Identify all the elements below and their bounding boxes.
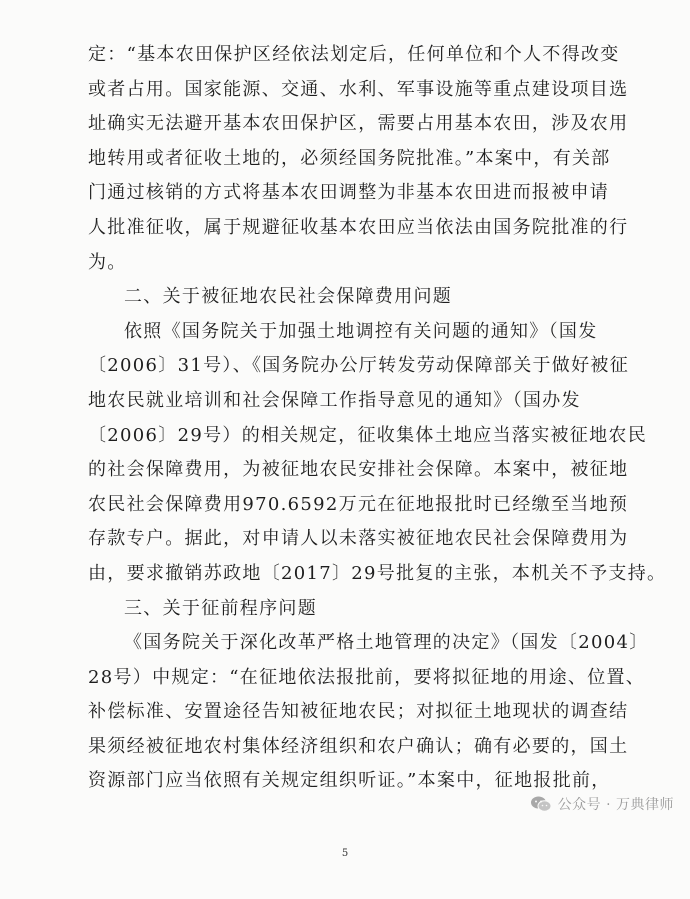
text-line: 果须经被征地农村集体经济组织和农户确认；确有必要的，国土 — [88, 735, 629, 757]
section-heading-social-security: 二、关于被征地农民社会保障费用问题 — [124, 286, 453, 308]
paragraph-continuation — [88, 38, 629, 280]
text-line: 农民社会保障费用970.6592万元在征地报批时已经缴至当地预 — [88, 493, 629, 515]
section-paragraph-pre-procedure — [88, 626, 649, 799]
text-line: 〔2006〕31号）、《国务院办公厅转发劳动保障部关于做好被征 — [88, 355, 630, 377]
text-line: 《国务院关于深化改革严格土地管理的决定》（国发〔2004〕 — [124, 632, 649, 654]
text-line: 补偿标准、安置途径告知被征地农民；对拟征土地现状的调查结 — [88, 701, 629, 723]
text-line: 〔2006〕29号）的相关规定，征收集体土地应当落实被征地农民 — [88, 424, 648, 446]
section-paragraph-social-security — [88, 315, 667, 592]
watermark-text: 公众号 · 万典律师 — [557, 797, 674, 813]
text-line: 依照《国务院关于加强土地调控有关问题的通知》（国发 — [124, 320, 598, 342]
text-line: 为。 — [88, 251, 127, 273]
document-body — [88, 38, 667, 799]
wechat-icon — [530, 795, 552, 813]
page-number: 5 — [341, 848, 349, 859]
text-line: 地转用或者征收土地的，必须经国务院批准。”本案中，有关部 — [88, 147, 611, 169]
text-line: 人批准征收，属于规避征收基本农田应当依法由国务院批准的行 — [88, 216, 629, 238]
text-line: 址确实无法避开基本农田保护区，需要占用基本农田，涉及农用 — [88, 113, 629, 135]
text-line: 或者占用。国家能源、交通、水利、军事设施等重点建设项目选 — [88, 78, 629, 100]
text-line: 由，要求撤销苏政地〔2017〕29号批复的主张，本机关不予支持。 — [88, 562, 667, 584]
section-heading-pre-procedure: 三、关于征前程序问题 — [124, 597, 317, 619]
text-line: 的社会保障费用，为被征地农民安排社会保障。本案中，被征地 — [88, 459, 629, 481]
text-line: 门通过核销的方式将基本农田调整为非基本农田进而报被申请 — [88, 182, 610, 204]
watermark — [530, 794, 674, 814]
text-line: 地农民就业培训和社会保障工作指导意见的通知》（国办发 — [88, 389, 581, 411]
text-line: 存款专户。据此，对申请人以未落实被征地农民社会保障费用为 — [88, 528, 629, 550]
text-line: 资源部门应当依照有关规定组织听证。”本案中，征地报批前， — [88, 770, 611, 792]
text-line: 定：“基本农田保护区经依法划定后，任何单位和个人不得改变 — [88, 44, 620, 65]
text-line: 28号）中规定：“在征地依法报批前，要将拟征地的用途、位置、 — [88, 666, 646, 688]
